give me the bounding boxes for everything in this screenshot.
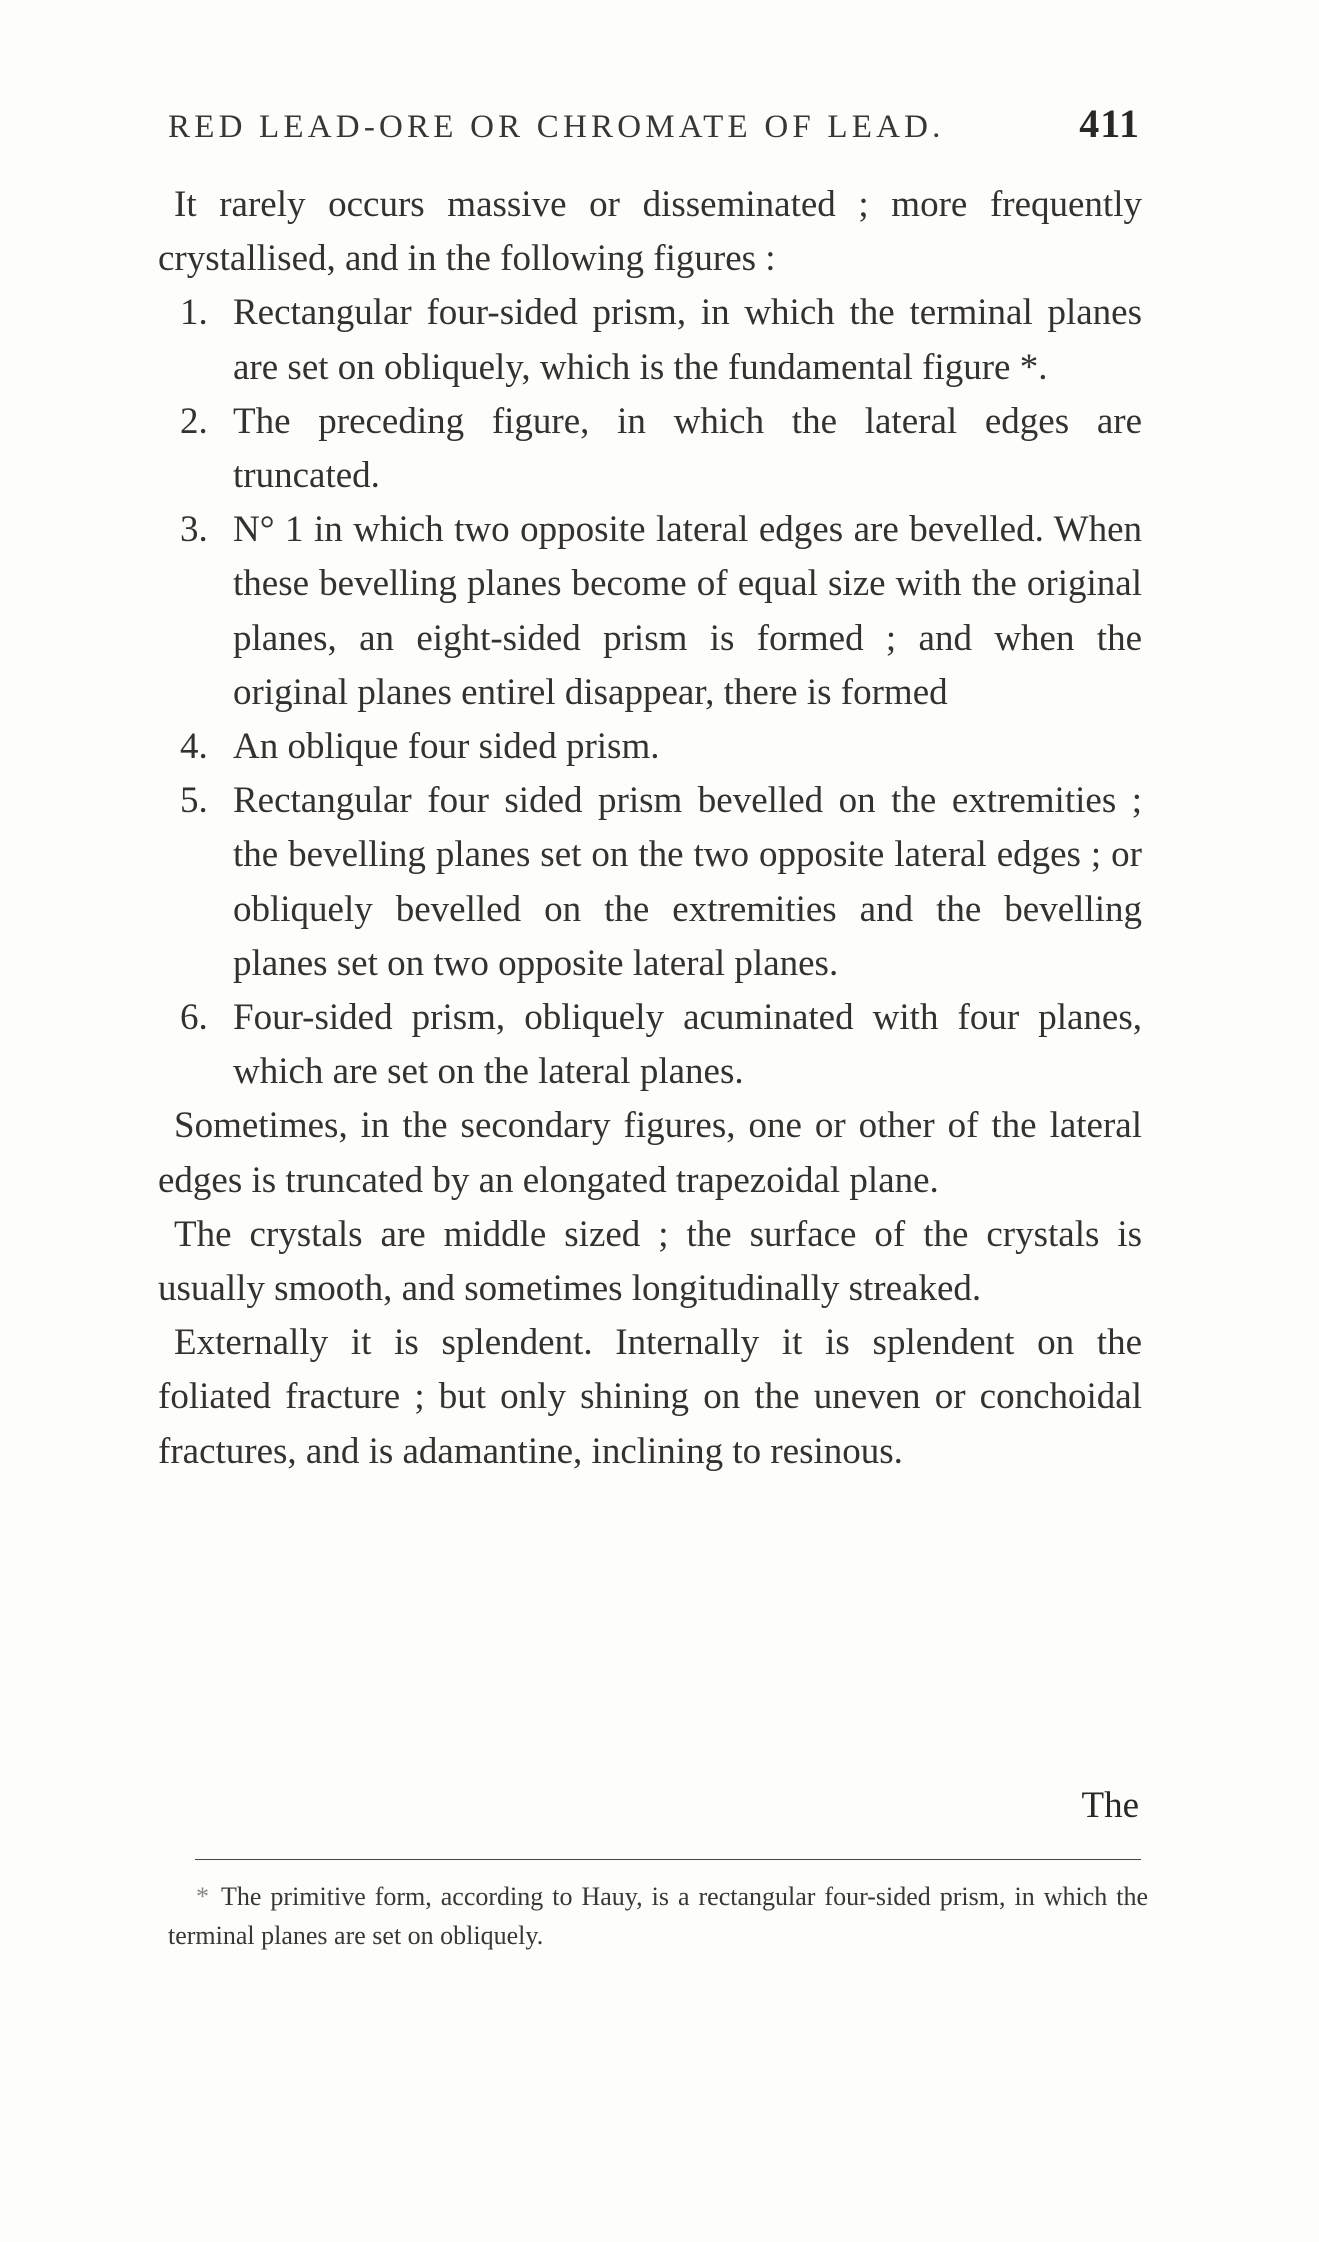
list-item-number: 2. xyxy=(180,400,208,442)
list-item xyxy=(158,395,1142,503)
footnote-marker: * xyxy=(196,1882,209,1911)
list-item-number: 3. xyxy=(180,509,208,551)
list-item-text: Four-sided prism, obliquely acuminated with four planes, which are set on the lateral planes. xyxy=(233,997,1142,1093)
intro-paragraph: It rarely occurs massive or disseminated ; more frequently crystallised, and in the following figures : xyxy=(158,184,1142,280)
list-item xyxy=(158,991,1142,1099)
footnote-rule xyxy=(195,1859,1141,1860)
catchword: The xyxy=(1081,1785,1139,1826)
running-head: RED LEAD-ORE OR CHROMATE OF LEAD. xyxy=(168,109,945,145)
list-item-text: The preceding figure, in which the lateral edges are truncated. xyxy=(233,400,1142,497)
list-item xyxy=(158,286,1142,394)
list-item-number: 5. xyxy=(180,780,208,822)
paragraph-externally: Externally it is splendent. Internally it is splendent on the foliated fracture ; but only shining on the uneven or conchoidal fractures, and is adamantine, inclining to resinous. xyxy=(158,1322,1142,1472)
body-text xyxy=(158,178,1142,1479)
paragraph-sometimes: Sometimes, in the secondary figures, one or other of the lateral edges is truncated by an elongated trapezoidal plane. xyxy=(158,1105,1142,1201)
footnote-text: The primitive form, according to Hauy, is a rectangular four-sided prism, in which the terminal planes are set on obliquely. xyxy=(168,1882,1148,1950)
page-number: 411 xyxy=(1079,101,1140,146)
page-header xyxy=(168,100,1140,147)
list-item xyxy=(158,503,1142,720)
list-item-number: 6. xyxy=(180,997,208,1039)
list-item xyxy=(158,720,1142,774)
list-item-number: 4. xyxy=(180,726,208,768)
list-item-number: 1. xyxy=(180,292,208,334)
list-item xyxy=(158,774,1142,991)
footnote xyxy=(168,1877,1148,1955)
list-item-text: Rectangular four-sided prism, in which the terminal planes are set on obliquely, which is the fundamental figure *. xyxy=(233,292,1142,388)
paragraph-crystals: The crystals are middle sized ; the surface of the crystals is usually smooth, and sometimes longitudinally streaked. xyxy=(158,1213,1142,1310)
list-item-text: Rectangular four sided prism bevelled on the extremities ; the bevelling planes set on the two opposite lateral edges ; or obliquely bevelled on the extremities and the bevelling planes set on two opposite lateral planes. xyxy=(233,780,1142,984)
list-item-text: N° 1 in which two opposite lateral edges are bevelled. When these bevelling planes become of equal size with the original planes, an eight-sided prism is formed ; and when the original planes entirel disappear, there is formed xyxy=(233,509,1142,713)
list-item-text: An oblique four sided prism. xyxy=(233,726,660,768)
